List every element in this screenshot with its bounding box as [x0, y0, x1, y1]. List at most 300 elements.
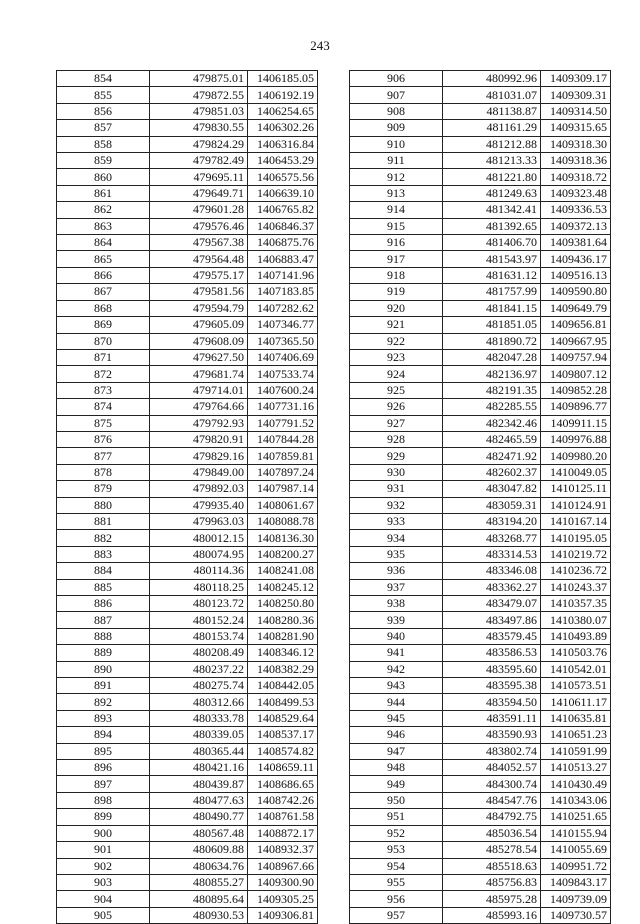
- x-coordinate-cell: 480237.22: [150, 661, 248, 677]
- point-number-cell: 956: [350, 891, 443, 907]
- y-coordinate-cell: 1407406.69: [248, 349, 318, 365]
- point-number-cell: 947: [350, 743, 443, 759]
- point-number-cell: 901: [57, 842, 150, 858]
- x-coordinate-cell: 479875.01: [150, 71, 248, 87]
- table-row: [350, 842, 611, 858]
- table-row: [350, 563, 611, 579]
- point-number-cell: 870: [57, 333, 150, 349]
- point-number-cell: 893: [57, 710, 150, 726]
- y-coordinate-cell: 1408574.82: [248, 743, 318, 759]
- x-coordinate-cell: 481212.88: [443, 136, 541, 152]
- x-coordinate-cell: 480490.77: [150, 809, 248, 825]
- y-coordinate-cell: 1409976.88: [541, 431, 611, 447]
- table-row: [350, 431, 611, 447]
- table-row: [350, 678, 611, 694]
- table-row: [350, 776, 611, 792]
- y-coordinate-cell: 1410124.91: [541, 497, 611, 513]
- x-coordinate-cell: 479849.00: [150, 464, 248, 480]
- x-coordinate-cell: 483802.74: [443, 743, 541, 759]
- table-row: [57, 530, 318, 546]
- x-coordinate-cell: 479830.55: [150, 120, 248, 136]
- x-coordinate-cell: 480152.24: [150, 612, 248, 628]
- y-coordinate-cell: 1410125.11: [541, 481, 611, 497]
- y-coordinate-cell: 1409318.36: [541, 153, 611, 169]
- table-row: [350, 628, 611, 644]
- y-coordinate-cell: 1410380.07: [541, 612, 611, 628]
- y-coordinate-cell: 1407859.81: [248, 448, 318, 464]
- y-coordinate-cell: 1408241.08: [248, 563, 318, 579]
- x-coordinate-cell: 479820.91: [150, 431, 248, 447]
- table-row: [350, 87, 611, 103]
- y-coordinate-cell: 1408537.17: [248, 727, 318, 743]
- y-coordinate-cell: 1410503.76: [541, 645, 611, 661]
- x-coordinate-cell: 479892.03: [150, 481, 248, 497]
- y-coordinate-cell: 1407533.74: [248, 366, 318, 382]
- table-row: [350, 874, 611, 890]
- x-coordinate-cell: 480895.64: [150, 891, 248, 907]
- table-row: [350, 743, 611, 759]
- point-number-cell: 939: [350, 612, 443, 628]
- x-coordinate-cell: 480074.95: [150, 546, 248, 562]
- x-coordinate-cell: 479581.56: [150, 284, 248, 300]
- point-number-cell: 940: [350, 628, 443, 644]
- table-row: [350, 661, 611, 677]
- point-number-cell: 855: [57, 87, 150, 103]
- y-coordinate-cell: 1406846.37: [248, 218, 318, 234]
- x-coordinate-cell: 480439.87: [150, 776, 248, 792]
- x-coordinate-cell: 479764.66: [150, 399, 248, 415]
- table-row: [350, 415, 611, 431]
- x-coordinate-cell: 480114.36: [150, 563, 248, 579]
- x-coordinate-cell: 481221.80: [443, 169, 541, 185]
- x-coordinate-cell: 480339.05: [150, 727, 248, 743]
- x-coordinate-cell: 482285.55: [443, 399, 541, 415]
- coordinates-table-right: [349, 70, 611, 924]
- y-coordinate-cell: 1409807.12: [541, 366, 611, 382]
- x-coordinate-cell: 483059.31: [443, 497, 541, 513]
- point-number-cell: 874: [57, 399, 150, 415]
- x-coordinate-cell: 481890.72: [443, 333, 541, 349]
- point-number-cell: 858: [57, 136, 150, 152]
- table-row: [57, 891, 318, 907]
- x-coordinate-cell: 480208.49: [150, 645, 248, 661]
- x-coordinate-cell: 484547.76: [443, 792, 541, 808]
- x-coordinate-cell: 485518.63: [443, 858, 541, 874]
- x-coordinate-cell: 481213.33: [443, 153, 541, 169]
- table-row: [57, 349, 318, 365]
- point-number-cell: 926: [350, 399, 443, 415]
- point-number-cell: 895: [57, 743, 150, 759]
- y-coordinate-cell: 1408382.29: [248, 661, 318, 677]
- y-coordinate-cell: 1408136.30: [248, 530, 318, 546]
- table-row: [57, 251, 318, 267]
- table-row: [350, 530, 611, 546]
- y-coordinate-cell: 1409381.64: [541, 235, 611, 251]
- point-number-cell: 951: [350, 809, 443, 825]
- point-number-cell: 938: [350, 596, 443, 612]
- table-row: [350, 251, 611, 267]
- point-number-cell: 929: [350, 448, 443, 464]
- y-coordinate-cell: 1409315.65: [541, 120, 611, 136]
- point-number-cell: 933: [350, 513, 443, 529]
- table-row: [57, 153, 318, 169]
- table-row: [57, 218, 318, 234]
- table-row: [57, 87, 318, 103]
- point-number-cell: 914: [350, 202, 443, 218]
- x-coordinate-cell: 483586.53: [443, 645, 541, 661]
- y-coordinate-cell: 1407897.24: [248, 464, 318, 480]
- x-coordinate-cell: 481161.29: [443, 120, 541, 136]
- table-row: [57, 284, 318, 300]
- point-number-cell: 907: [350, 87, 443, 103]
- y-coordinate-cell: 1409911.15: [541, 415, 611, 431]
- y-coordinate-cell: 1408281.90: [248, 628, 318, 644]
- table-row: [57, 120, 318, 136]
- table-row: [350, 858, 611, 874]
- table-row: [350, 185, 611, 201]
- table-row: [57, 267, 318, 283]
- x-coordinate-cell: 483594.50: [443, 694, 541, 710]
- y-coordinate-cell: 1406883.47: [248, 251, 318, 267]
- x-coordinate-cell: 479714.01: [150, 382, 248, 398]
- y-coordinate-cell: 1406639.10: [248, 185, 318, 201]
- x-coordinate-cell: 481031.07: [443, 87, 541, 103]
- y-coordinate-cell: 1409516.13: [541, 267, 611, 283]
- point-number-cell: 889: [57, 645, 150, 661]
- point-number-cell: 873: [57, 382, 150, 398]
- y-coordinate-cell: 1410167.14: [541, 513, 611, 529]
- page-number: 243: [310, 38, 330, 53]
- point-number-cell: 910: [350, 136, 443, 152]
- x-coordinate-cell: 480118.25: [150, 579, 248, 595]
- point-number-cell: 879: [57, 481, 150, 497]
- x-coordinate-cell: 485036.54: [443, 825, 541, 841]
- point-number-cell: 957: [350, 907, 443, 923]
- x-coordinate-cell: 483362.27: [443, 579, 541, 595]
- table-row: [350, 399, 611, 415]
- point-number-cell: 869: [57, 317, 150, 333]
- table-row: [57, 842, 318, 858]
- x-coordinate-cell: 479564.48: [150, 251, 248, 267]
- point-number-cell: 945: [350, 710, 443, 726]
- point-number-cell: 921: [350, 317, 443, 333]
- x-coordinate-cell: 479935.40: [150, 497, 248, 513]
- table-row: [350, 710, 611, 726]
- table-row: [57, 907, 318, 923]
- table-row: [350, 481, 611, 497]
- table-row: [350, 809, 611, 825]
- table-row: [57, 497, 318, 513]
- y-coordinate-cell: 1406316.84: [248, 136, 318, 152]
- point-number-cell: 866: [57, 267, 150, 283]
- x-coordinate-cell: 479567.38: [150, 235, 248, 251]
- y-coordinate-cell: 1410155.94: [541, 825, 611, 841]
- table-row: [350, 153, 611, 169]
- point-number-cell: 864: [57, 235, 150, 251]
- y-coordinate-cell: 1409980.20: [541, 448, 611, 464]
- x-coordinate-cell: 480609.88: [150, 842, 248, 858]
- table-row: [57, 628, 318, 644]
- point-number-cell: 888: [57, 628, 150, 644]
- y-coordinate-cell: 1407844.28: [248, 431, 318, 447]
- table-row: [57, 333, 318, 349]
- point-number-cell: 875: [57, 415, 150, 431]
- y-coordinate-cell: 1409318.30: [541, 136, 611, 152]
- point-number-cell: 936: [350, 563, 443, 579]
- table-row: [57, 792, 318, 808]
- point-number-cell: 881: [57, 513, 150, 529]
- table-row: [57, 596, 318, 612]
- table-row: [350, 612, 611, 628]
- x-coordinate-cell: 479782.49: [150, 153, 248, 169]
- table-row: [57, 185, 318, 201]
- point-number-cell: 911: [350, 153, 443, 169]
- table-row: [57, 874, 318, 890]
- point-number-cell: 867: [57, 284, 150, 300]
- point-number-cell: 899: [57, 809, 150, 825]
- point-number-cell: 856: [57, 103, 150, 119]
- point-number-cell: 897: [57, 776, 150, 792]
- coordinates-table-left: [56, 70, 318, 924]
- point-number-cell: 920: [350, 300, 443, 316]
- x-coordinate-cell: 480930.53: [150, 907, 248, 923]
- y-coordinate-cell: 1408686.65: [248, 776, 318, 792]
- point-number-cell: 949: [350, 776, 443, 792]
- point-number-cell: 862: [57, 202, 150, 218]
- x-coordinate-cell: 483194.20: [443, 513, 541, 529]
- point-number-cell: 917: [350, 251, 443, 267]
- table-row: [57, 513, 318, 529]
- x-coordinate-cell: 481757.99: [443, 284, 541, 300]
- x-coordinate-cell: 479605.09: [150, 317, 248, 333]
- table-row: [350, 907, 611, 923]
- x-coordinate-cell: 480312.66: [150, 694, 248, 710]
- table-row: [350, 464, 611, 480]
- y-coordinate-cell: 1410243.37: [541, 579, 611, 595]
- table-row: [350, 891, 611, 907]
- x-coordinate-cell: 482136.97: [443, 366, 541, 382]
- point-number-cell: 906: [350, 71, 443, 87]
- point-number-cell: 892: [57, 694, 150, 710]
- point-number-cell: 886: [57, 596, 150, 612]
- point-number-cell: 872: [57, 366, 150, 382]
- point-number-cell: 932: [350, 497, 443, 513]
- x-coordinate-cell: 482465.59: [443, 431, 541, 447]
- table-row: [57, 431, 318, 447]
- point-number-cell: 884: [57, 563, 150, 579]
- table-row: [350, 284, 611, 300]
- x-coordinate-cell: 483314.53: [443, 546, 541, 562]
- y-coordinate-cell: 1407141.96: [248, 267, 318, 283]
- y-coordinate-cell: 1410251.65: [541, 809, 611, 825]
- point-number-cell: 865: [57, 251, 150, 267]
- point-number-cell: 912: [350, 169, 443, 185]
- y-coordinate-cell: 1410611.17: [541, 694, 611, 710]
- y-coordinate-cell: 1410357.35: [541, 596, 611, 612]
- table-row: [350, 497, 611, 513]
- x-coordinate-cell: 482047.28: [443, 349, 541, 365]
- x-coordinate-cell: 483579.45: [443, 628, 541, 644]
- x-coordinate-cell: 483595.38: [443, 678, 541, 694]
- point-number-cell: 944: [350, 694, 443, 710]
- x-coordinate-cell: 479681.74: [150, 366, 248, 382]
- x-coordinate-cell: 484792.75: [443, 809, 541, 825]
- point-number-cell: 878: [57, 464, 150, 480]
- x-coordinate-cell: 485756.83: [443, 874, 541, 890]
- x-coordinate-cell: 482602.37: [443, 464, 541, 480]
- y-coordinate-cell: 1407282.62: [248, 300, 318, 316]
- x-coordinate-cell: 480123.72: [150, 596, 248, 612]
- table-row: [57, 382, 318, 398]
- y-coordinate-cell: 1409309.31: [541, 87, 611, 103]
- x-coordinate-cell: 479824.29: [150, 136, 248, 152]
- x-coordinate-cell: 483346.08: [443, 563, 541, 579]
- x-coordinate-cell: 480153.74: [150, 628, 248, 644]
- y-coordinate-cell: 1409649.79: [541, 300, 611, 316]
- y-coordinate-cell: 1408499.53: [248, 694, 318, 710]
- y-coordinate-cell: 1410219.72: [541, 546, 611, 562]
- table-row: [57, 103, 318, 119]
- point-number-cell: 871: [57, 349, 150, 365]
- point-number-cell: 916: [350, 235, 443, 251]
- point-number-cell: 908: [350, 103, 443, 119]
- table-row: [57, 809, 318, 825]
- point-number-cell: 948: [350, 760, 443, 776]
- y-coordinate-cell: 1408088.78: [248, 513, 318, 529]
- table-row: [350, 202, 611, 218]
- point-number-cell: 943: [350, 678, 443, 694]
- point-number-cell: 898: [57, 792, 150, 808]
- y-coordinate-cell: 1410573.51: [541, 678, 611, 694]
- y-coordinate-cell: 1406765.82: [248, 202, 318, 218]
- x-coordinate-cell: 481342.41: [443, 202, 541, 218]
- point-number-cell: 859: [57, 153, 150, 169]
- y-coordinate-cell: 1409318.72: [541, 169, 611, 185]
- table-row: [57, 71, 318, 87]
- table-row: [350, 235, 611, 251]
- point-number-cell: 890: [57, 661, 150, 677]
- table-row: [350, 136, 611, 152]
- x-coordinate-cell: 479695.11: [150, 169, 248, 185]
- table-row: [350, 546, 611, 562]
- table-row: [57, 825, 318, 841]
- y-coordinate-cell: 1408659.11: [248, 760, 318, 776]
- x-coordinate-cell: 481851.05: [443, 317, 541, 333]
- x-coordinate-cell: 482342.46: [443, 415, 541, 431]
- table-row: [57, 727, 318, 743]
- y-coordinate-cell: 1409336.53: [541, 202, 611, 218]
- x-coordinate-cell: 484052.57: [443, 760, 541, 776]
- table-row: [350, 382, 611, 398]
- table-row: [350, 579, 611, 595]
- point-number-cell: 954: [350, 858, 443, 874]
- table-row: [350, 71, 611, 87]
- y-coordinate-cell: 1409436.17: [541, 251, 611, 267]
- table-row: [57, 760, 318, 776]
- point-number-cell: 887: [57, 612, 150, 628]
- y-coordinate-cell: 1410513.27: [541, 760, 611, 776]
- point-number-cell: 922: [350, 333, 443, 349]
- table-row: [57, 579, 318, 595]
- table-row: [57, 710, 318, 726]
- point-number-cell: 924: [350, 366, 443, 382]
- x-coordinate-cell: 480365.44: [150, 743, 248, 759]
- point-number-cell: 937: [350, 579, 443, 595]
- point-number-cell: 925: [350, 382, 443, 398]
- x-coordinate-cell: 482191.35: [443, 382, 541, 398]
- x-coordinate-cell: 479872.55: [150, 87, 248, 103]
- table-row: [57, 645, 318, 661]
- y-coordinate-cell: 1410591.99: [541, 743, 611, 759]
- table-row: [57, 694, 318, 710]
- table-row: [57, 661, 318, 677]
- y-coordinate-cell: 1408932.37: [248, 842, 318, 858]
- table-row: [350, 333, 611, 349]
- x-coordinate-cell: 484300.74: [443, 776, 541, 792]
- x-coordinate-cell: 479627.50: [150, 349, 248, 365]
- x-coordinate-cell: 480567.48: [150, 825, 248, 841]
- y-coordinate-cell: 1409372.13: [541, 218, 611, 234]
- point-number-cell: 900: [57, 825, 150, 841]
- x-coordinate-cell: 483479.07: [443, 596, 541, 612]
- table-row: [57, 448, 318, 464]
- y-coordinate-cell: 1408245.12: [248, 579, 318, 595]
- y-coordinate-cell: 1407183.85: [248, 284, 318, 300]
- y-coordinate-cell: 1409306.81: [248, 907, 318, 923]
- table-row: [350, 317, 611, 333]
- y-coordinate-cell: 1410430.49: [541, 776, 611, 792]
- table-row: [350, 120, 611, 136]
- x-coordinate-cell: 485993.16: [443, 907, 541, 923]
- point-number-cell: 955: [350, 874, 443, 890]
- point-number-cell: 952: [350, 825, 443, 841]
- table-row: [350, 792, 611, 808]
- table-row: [350, 694, 611, 710]
- point-number-cell: 863: [57, 218, 150, 234]
- y-coordinate-cell: 1409730.57: [541, 907, 611, 923]
- y-coordinate-cell: 1409843.17: [541, 874, 611, 890]
- y-coordinate-cell: 1408872.17: [248, 825, 318, 841]
- point-number-cell: 857: [57, 120, 150, 136]
- table-row: [57, 464, 318, 480]
- y-coordinate-cell: 1408529.64: [248, 710, 318, 726]
- point-number-cell: 877: [57, 448, 150, 464]
- x-coordinate-cell: 482471.92: [443, 448, 541, 464]
- x-coordinate-cell: 481543.97: [443, 251, 541, 267]
- x-coordinate-cell: 483268.77: [443, 530, 541, 546]
- y-coordinate-cell: 1409300.90: [248, 874, 318, 890]
- x-coordinate-cell: 479963.03: [150, 513, 248, 529]
- y-coordinate-cell: 1407731.16: [248, 399, 318, 415]
- x-coordinate-cell: 481138.87: [443, 103, 541, 119]
- y-coordinate-cell: 1408061.67: [248, 497, 318, 513]
- x-coordinate-cell: 481406.70: [443, 235, 541, 251]
- y-coordinate-cell: 1409656.81: [541, 317, 611, 333]
- point-number-cell: 942: [350, 661, 443, 677]
- y-coordinate-cell: 1406575.56: [248, 169, 318, 185]
- table-row: [57, 235, 318, 251]
- y-coordinate-cell: 1408250.80: [248, 596, 318, 612]
- y-coordinate-cell: 1408761.58: [248, 809, 318, 825]
- y-coordinate-cell: 1408742.26: [248, 792, 318, 808]
- point-number-cell: 928: [350, 431, 443, 447]
- table-row: [350, 366, 611, 382]
- x-coordinate-cell: 480634.76: [150, 858, 248, 874]
- x-coordinate-cell: 480421.16: [150, 760, 248, 776]
- y-coordinate-cell: 1407365.50: [248, 333, 318, 349]
- table-row: [57, 776, 318, 792]
- table-row: [57, 481, 318, 497]
